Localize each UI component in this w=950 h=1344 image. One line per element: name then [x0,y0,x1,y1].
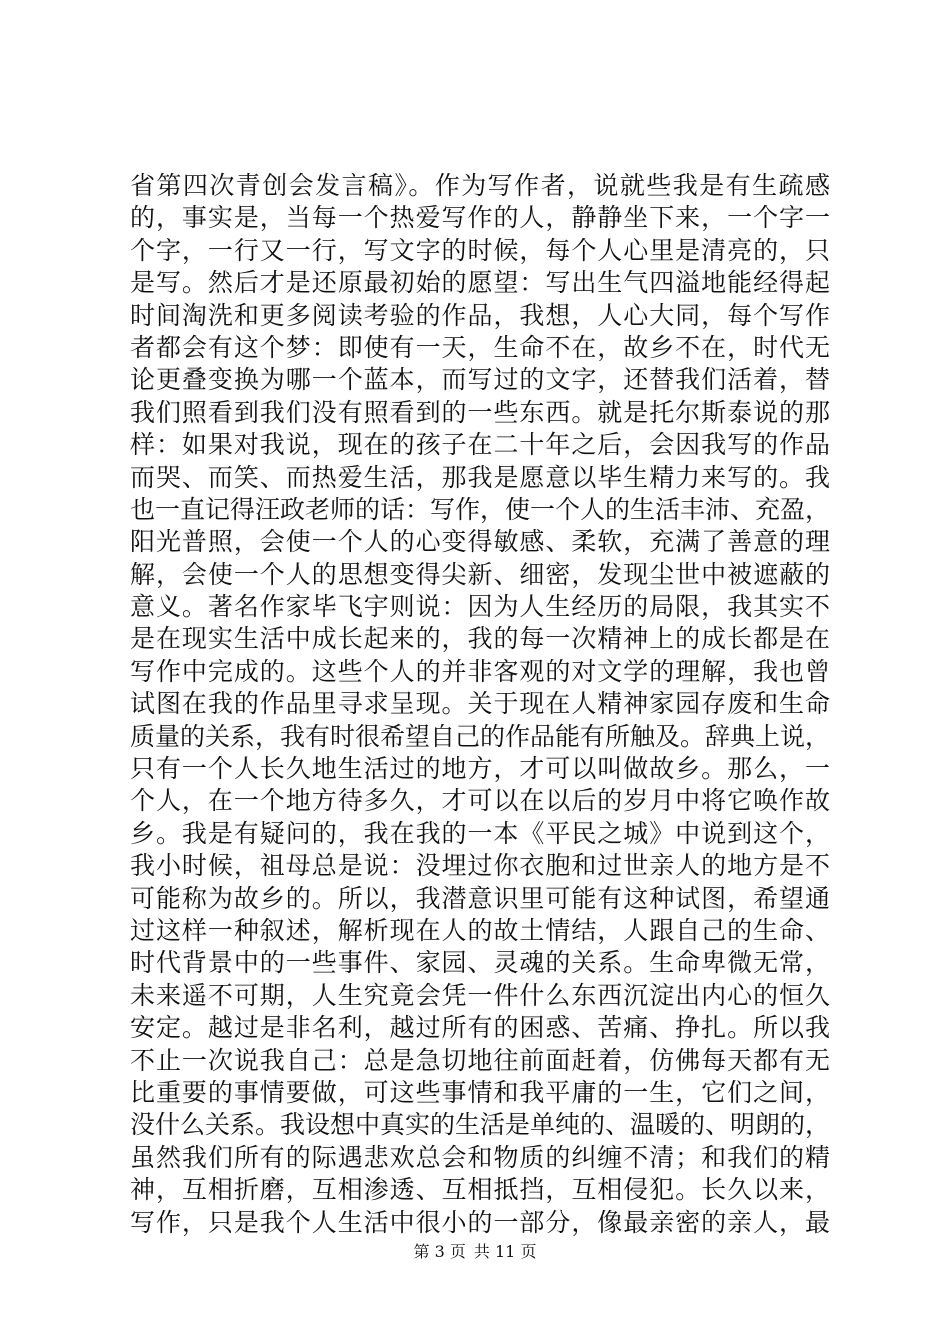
text-line: 试图在我的作品里寻求呈现。关于现在人精神家园存废和生命 [130,689,830,719]
page-total: 共 11 页 [473,1242,537,1261]
text-line: 乡。我是有疑问的，我在我的一本《平民之城》中说到这个， [130,818,830,848]
text-line: 的，事实是，当每一个热爱写作的人，静静坐下来，一个字一 [130,203,830,233]
text-line: 解，会使一个人的思想变得尖新、细密，发现尘世中被遮蔽的 [130,559,830,589]
text-line: 比重要的事情要做，可这些事情和我平庸的一生，它们之间， [130,1077,830,1107]
text-line: 安定。越过是非名利，越过所有的困惑、苦痛、挣扎。所以我 [130,1013,830,1043]
text-line: 我小时候，祖母总是说：没埋过你衣胞和过世亲人的地方是不 [130,851,830,881]
text-line: 样：如果对我说，现在的孩子在二十年之后，会因我写的作品 [130,430,830,460]
text-line: 时代背景中的一些事件、家园、灵魂的关系。生命卑微无常， [130,948,830,978]
text-line: 者都会有这个梦：即使有一天，生命不在，故乡不在，时代无 [130,332,830,362]
text-line: 而哭、而笑、而热爱生活，那我是愿意以毕生精力来写的。我 [130,462,830,492]
text-line: 省第四次青创会发言稿》。作为写作者，说就些我是有生疏感 [130,171,830,200]
text-line: 个字，一行又一行，写文字的时候，每个人心里是清亮的，只 [130,235,830,265]
text-line: 是写。然后才是还原最初始的愿望：写出生气四溢地能经得起 [130,268,830,298]
text-line: 写作中完成的。这些个人的并非客观的对文学的理解，我也曾 [130,656,830,686]
text-line: 论更叠变换为哪一个蓝本，而写过的文字，还替我们活着，替 [130,365,830,395]
text-line: 意义。著名作家毕飞宇则说：因为人生经历的局限，我其实不 [130,592,830,622]
page-number: 第 3 页 [413,1242,466,1261]
text-line: 过这样一种叙述，解析现在人的故土情结，人跟自己的生命、 [130,915,830,945]
text-line: 也一直记得汪政老师的话：写作，使一个人的生活丰沛、充盈， [130,494,831,524]
text-line: 阳光普照，会使一个人的心变得敏感、柔软，充满了善意的理 [130,527,830,557]
page-footer [0,1242,950,1262]
text-line: 没什么关系。我设想中真实的生活是单纯的、温暖的、明朗的， [130,1110,831,1140]
document-body [130,170,830,1239]
text-line: 是在现实生活中成长起来的，我的每一次精神上的成长都是在 [130,624,830,654]
text-line: 质量的关系，我有时很希望自己的作品能有所触及。辞典上说， [130,721,831,751]
text-line: 个人，在一个地方待多久，才可以在以后的岁月中将它唤作故 [130,786,830,816]
text-line: 时间淘洗和更多阅读考验的作品，我想，人心大同，每个写作 [130,300,830,330]
text-line: 虽然我们所有的际遇悲欢总会和物质的纠缠不清；和我们的精 [130,1142,830,1172]
text-line: 可能称为故乡的。所以，我潜意识里可能有这种试图，希望通 [130,883,830,913]
text-line: 未来遥不可期，人生究竟会凭一件什么东西沉淀出内心的恒久 [130,980,830,1010]
text-line: 写作，只是我个人生活中很小的一部分，像最亲密的亲人，最 [130,1207,830,1237]
text-line: 不止一次说我自己：总是急切地往前面赶着，仿佛每天都有无 [130,1045,830,1075]
text-line: 只有一个人长久地生活过的地方，才可以叫做故乡。那么，一 [130,754,830,784]
text-line: 神，互相折磨，互相渗透、互相抵挡，互相侵犯。长久以来， [130,1175,830,1205]
text-line: 我们照看到我们没有照看到的一些东西。就是托尔斯泰说的那 [130,397,830,427]
